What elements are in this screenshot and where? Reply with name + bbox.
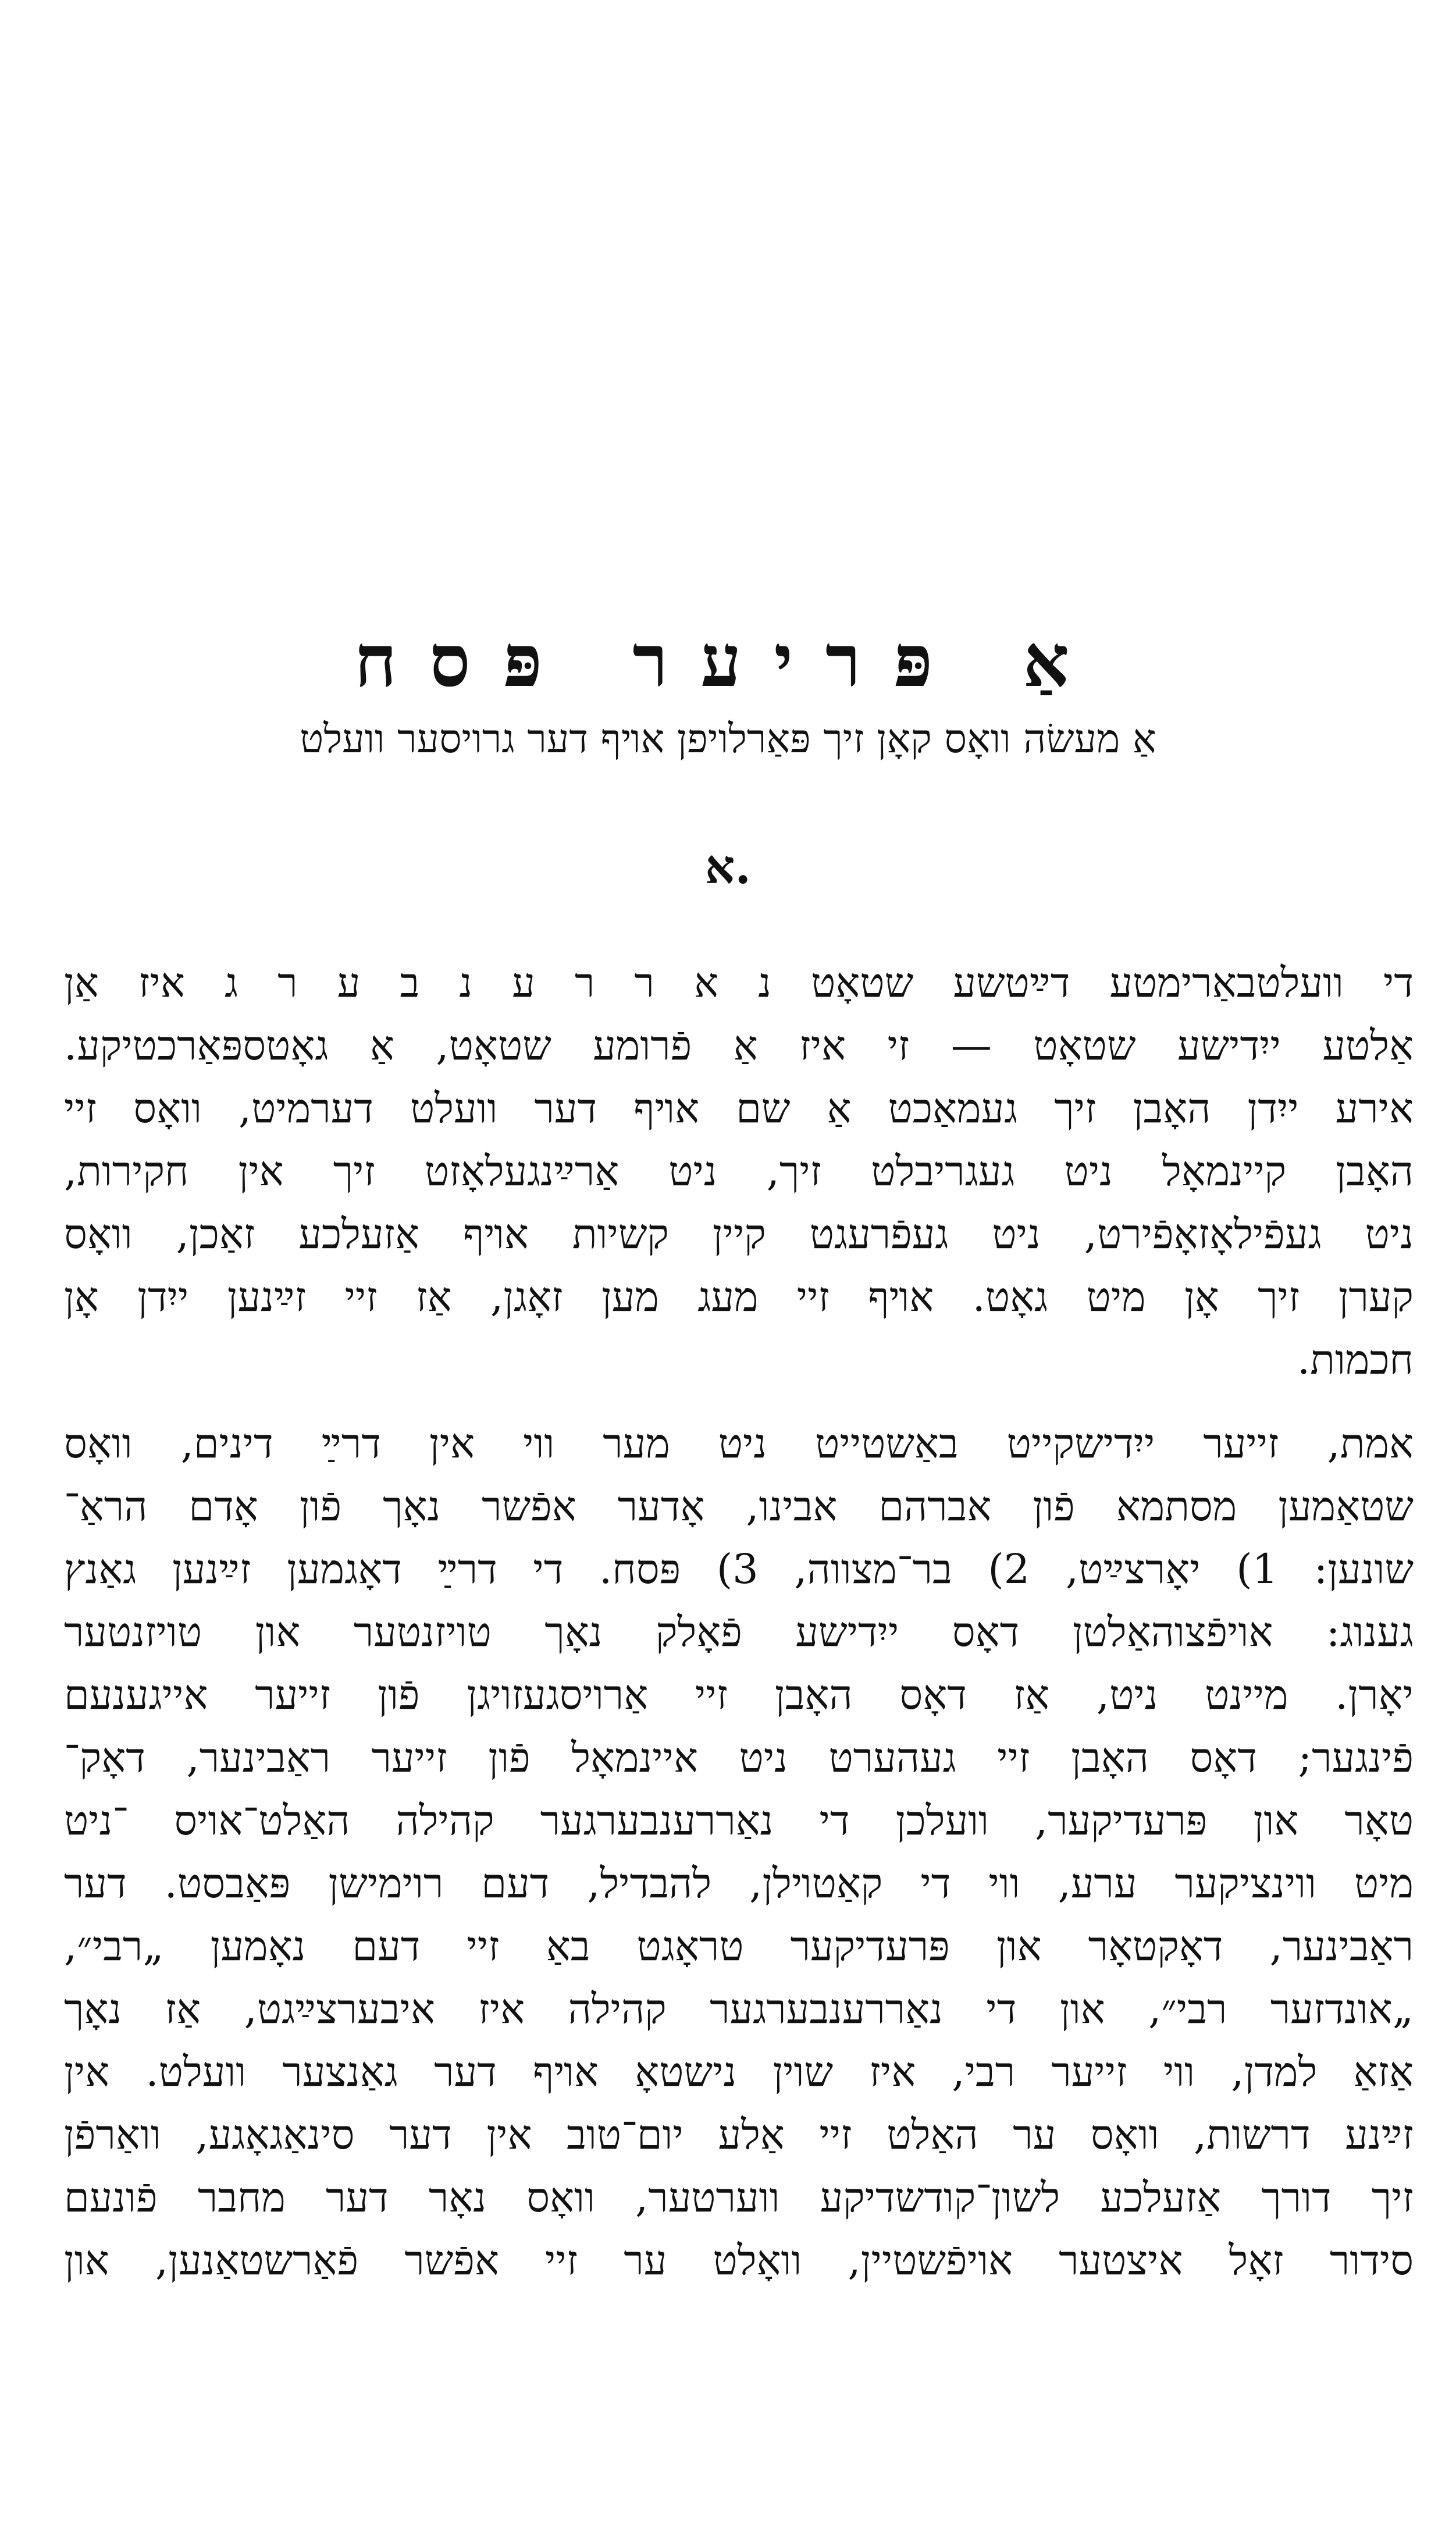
paragraph-line: אירע ייִדן האָבן זיך געמאַכט אַ שם אױף דער וועלט דערמיט, וואָס זיי xyxy=(64,1084,1414,1132)
paragraph-line: זיך דורך אַזעלכע לשון־קודשדיקע ווערטער, וואָס נאָר דער מחבר פֿונעם xyxy=(64,2174,1414,2221)
paragraph-2 xyxy=(64,1412,1414,2292)
paragraph-line: סידור זאָל איצטער אויפֿשטיין, וואָלט ער זיי אפֿשר פֿאַרשטאַנען, און xyxy=(64,2236,1414,2284)
paragraph-line: שונען: 1) יאָרצײַט, 2) בר־מצווה, 3) פּסח. די דרײַ דאָגמען זײַנען גאַנץ xyxy=(64,1545,1414,1593)
story-title: אַ פּריער פּסח xyxy=(354,619,1102,703)
paragraph-line: די וועלטבאַרימטע דײַטשע שטאָט נ א ר ר ע נ ב ע ר ג איז אַן xyxy=(64,959,1414,1007)
paragraph-line: „אונדזער רבי״, און די נאַררענבערגער קהילה איז איבערצײַגט, אַז נאָך xyxy=(64,1985,1414,2033)
paragraph-line: גענוג: אויפֿצוהאַלטן דאָס ייִדישע פֿאָלק נאָך טויזנטער און טויזנטער xyxy=(64,1608,1414,1656)
paragraph-line: טאָר און פּרעדיקער, וועלכן די נאַררענבערגער קהילה האַלט־אויס ־ניט xyxy=(64,1797,1414,1844)
paragraph-line: ניט געפֿילאָזאָפֿירט, ניט געפֿרעגט קיין קשיות אױף אַזעלכע זאַכן, וואָס xyxy=(64,1210,1414,1258)
paragraph-line: אַלטע ייִדישע שטאָט — זי איז אַ פֿרומע שטאָט, אַ גאָטספּאַרכטיקע. xyxy=(64,1022,1414,1069)
paragraph-1 xyxy=(64,951,1414,1391)
paragraph-line: האָבן קיינמאָל ניט געגריבלט זיך, ניט אַרײַנגעלאָזט זיך אין חקירות, xyxy=(64,1147,1414,1195)
paragraph-line: ראַבינער, דאָקטאָר און פּרעדיקער טראָגט באַ זיי דעם נאָמען „רבי״, xyxy=(64,1922,1414,1970)
story-subtitle: אַ מעשׂה וואָס קאָן זיך פּאַרלויפן אױף דער גרויסער וועלט xyxy=(300,716,1156,762)
paragraph-line: מיט ווינציקער ערע, ווי די קאַטױלן, להבדיל, דעם רוימישן פּאַבסט. דער xyxy=(64,1859,1414,1907)
paragraph-line: פֿינגער; דאָס האָבן זיי געהערט ניט איינמאָל פֿון זייער ראַבינער, דאָק־ xyxy=(64,1734,1414,1781)
paragraph-line: קערן זיך אָן מיט גאָט. אױף זיי מעג מען זאָגן, אַז זיי זײַנען ייִדן אָן xyxy=(64,1273,1414,1321)
paragraph-line: זײַנע דרשות, וואָס ער האַלט זיי אַלע יום־טוב אין דער סינאַגאָגע, וואַרפֿן xyxy=(64,2111,1414,2158)
paragraph-line: שטאַמען מסתמא פֿון אברהם אבינו, אָדער אפֿשר נאָך פֿון אָדם הראַ־ xyxy=(64,1482,1414,1530)
paragraph-line: אמת, זייער ייִדישקייט באַשטייט ניט מער ווי אין דרײַ דינים, וואָס xyxy=(64,1420,1414,1467)
paragraph-line: יאָרן. מיינט ניט, אַז דאָס האָבן זיי אַרויסגעזויגן פֿון זייער אייגענעם xyxy=(64,1671,1414,1719)
chapter-number: א. xyxy=(704,840,752,894)
paragraph-line: אַזאַ למדן, ווי זייער רבי, איז שוין נישטאָ אױף דער גאַנצער וועלט. אין xyxy=(64,2048,1414,2096)
paragraph-line: חכמות. xyxy=(1297,1336,1414,1384)
